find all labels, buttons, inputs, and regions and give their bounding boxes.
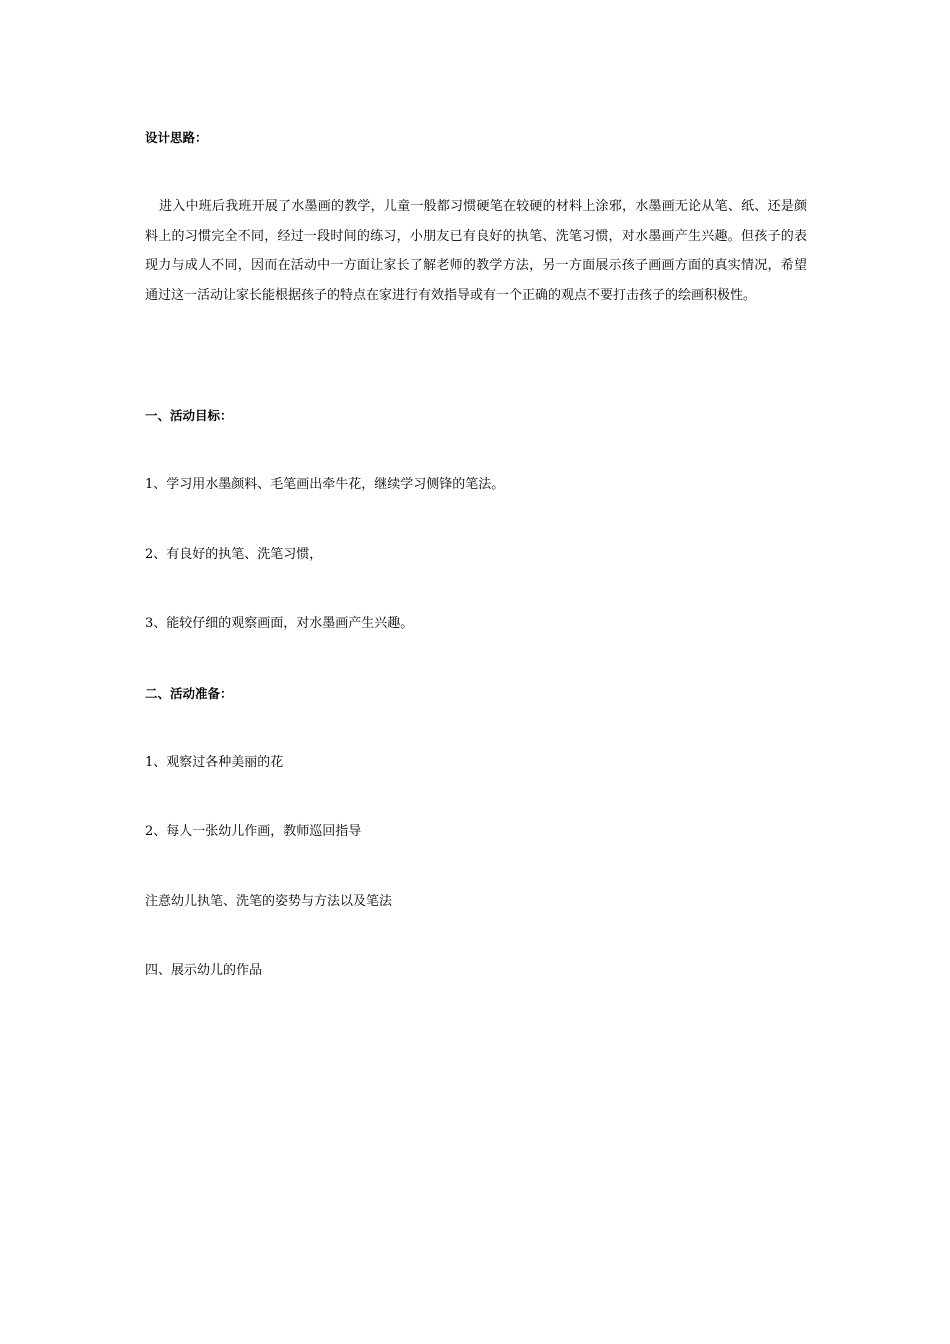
section-four-line: 四、展示幼儿的作品 bbox=[145, 963, 263, 978]
preparation-heading: 二、活动准备： bbox=[145, 686, 233, 701]
goal-item-2: 2、有良好的执笔、洗笔习惯， bbox=[145, 547, 323, 562]
design-heading: 设计思路： bbox=[145, 130, 208, 145]
goal-item-1: 1、学习用水墨颜料、毛笔画出牵牛花，继续学习侧锋的笔法。 bbox=[145, 477, 505, 492]
note-line: 注意幼儿执笔、洗笔的姿势与方法以及笔法 bbox=[145, 894, 393, 909]
goals-heading: 一、活动目标： bbox=[145, 408, 233, 423]
preparation-item-2: 2、每人一张幼儿作画，教师巡回指导 bbox=[145, 824, 362, 839]
preparation-item-1: 1、观察过各种美丽的花 bbox=[145, 755, 284, 770]
design-paragraph: 进入中班后我班开展了水墨画的教学，儿童一般都习惯硬笔在较硬的材料上涂邪，水墨画无论从笔、纸、还是颜料上的习惯完全不同，经过一段时间的练习，小朋友已有良好的执笔、洗笔习惯，对水墨画产生兴趣。但孩子的表现力与成人不同，因而在活动中一方面让家长了解老师的教学方法，另一方面展示孩子画画方面的真实情况，希望通过这一活动让家长能根据孩子的特点在家进行有效指导或有一个正确的观点不要打击孩子的绘画积极性。 bbox=[145, 199, 807, 303]
goal-item-3: 3、能较仔细的观察画面，对水墨画产生兴趣。 bbox=[145, 616, 414, 631]
